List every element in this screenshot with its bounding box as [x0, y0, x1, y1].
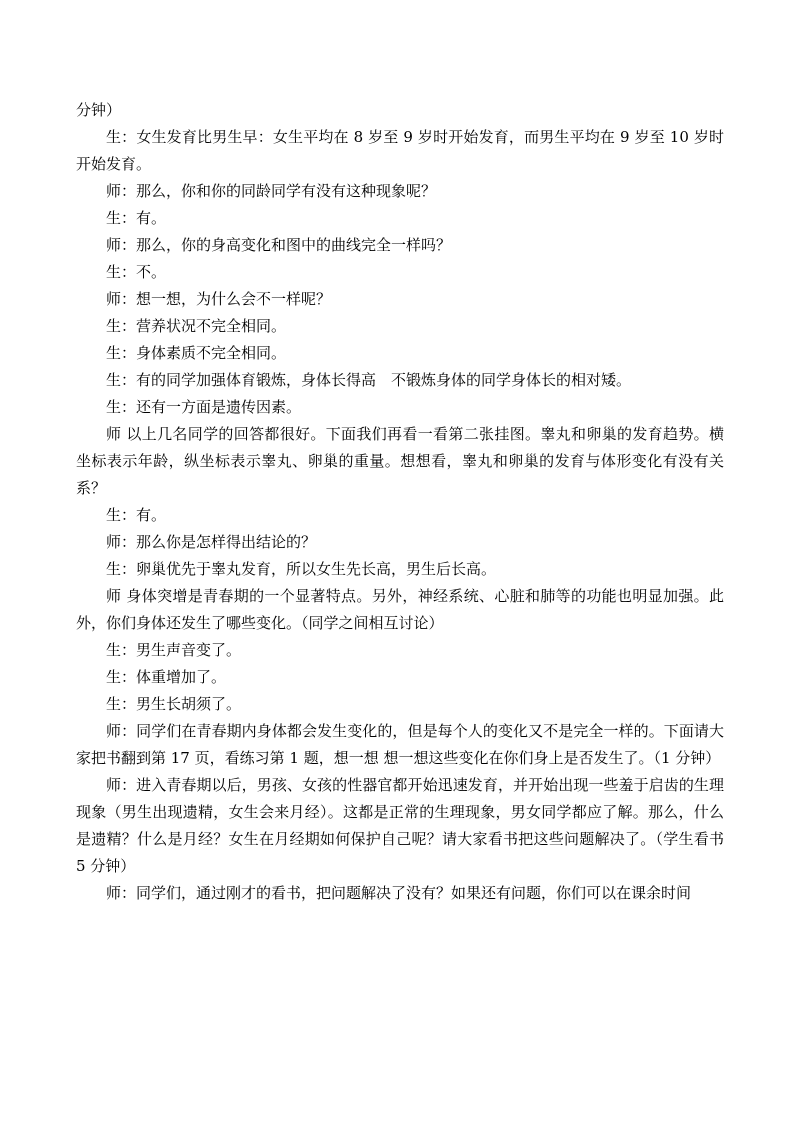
paragraph: 生：有。 — [106, 209, 167, 227]
paragraph: 生：男生声音变了。 — [106, 641, 242, 659]
paragraph: 生：还有一方面是遗传因素。 — [106, 398, 302, 416]
paragraph: 生：有。 — [106, 506, 167, 524]
paragraph: 生：卵巢优先于睾丸发育，所以女生先长高，男生后长高。 — [106, 560, 497, 578]
paragraph: 生：男生长胡须了。 — [106, 695, 242, 713]
paragraph: 师：那么，你和你的同龄同学有没有这种现象呢？ — [106, 182, 437, 200]
paragraph: 师 身体突增是青春期的一个显著特点。另外，神经系统、心脏和肺等的功能也明显加强。此外，你们身体还发生了哪些变化。（同学之间相互讨论） — [76, 587, 724, 632]
paragraph: 生：女生发育比男生早：女生平均在 8 岁至 9 岁时开始发育，而男生平均在 9 岁至 10 岁时开始发育。 — [76, 128, 724, 173]
document-body — [76, 97, 724, 907]
paragraph: 师：同学们在青春期内身体都会发生变化的，但是每个人的变化又不是完全一样的。下面请大家把书翻到第 17 页，看练习第 1 题，想一想 想一想这些变化在你们身上是否发生了。（1 分钟） — [76, 722, 724, 767]
paragraph: 生：不。 — [106, 263, 167, 281]
paragraph: 师：同学们，通过刚才的看书，把问题解决了没有？如果还有问题，你们可以在课余时间 — [106, 884, 692, 902]
paragraph: 师 以上几名同学的回答都很好。下面我们再看一看第二张挂图。睾丸和卵巢的发育趋势。横坐标表示年龄，纵坐标表示睾丸、卵巢的重量。想想看，睾丸和卵巢的发育与体形变化有没有关系？ — [76, 425, 724, 497]
paragraph-continuation: 分钟） — [76, 101, 122, 119]
paragraph: 生：营养状况不完全相同。 — [106, 317, 287, 335]
paragraph: 师：进入青春期以后，男孩、女孩的性器官都开始迅速发育，并开始出现一些羞于启齿的生理现象（男生出现遗精，女生会来月经）。这都是正常的生理现象，男女同学都应了解。那么，什么是遗精？什么是月经？女生在月经期如何保护自己呢？请大家看书把这些问题解决了。（学生看书 5 分钟） — [76, 776, 724, 875]
paragraph: 师：那么，你的身高变化和图中的曲线完全一样吗？ — [106, 236, 452, 254]
paragraph: 生：身体素质不完全相同。 — [106, 344, 287, 362]
paragraph: 生：体重增加了。 — [106, 668, 227, 686]
paragraph: 师：那么你是怎样得出结论的？ — [106, 533, 317, 551]
paragraph: 师：想一想，为什么会不一样呢？ — [106, 290, 332, 308]
paragraph: 生：有的同学加强体育锻炼，身体长得高 不锻炼身体的同学身体长的相对矮。 — [106, 371, 632, 389]
